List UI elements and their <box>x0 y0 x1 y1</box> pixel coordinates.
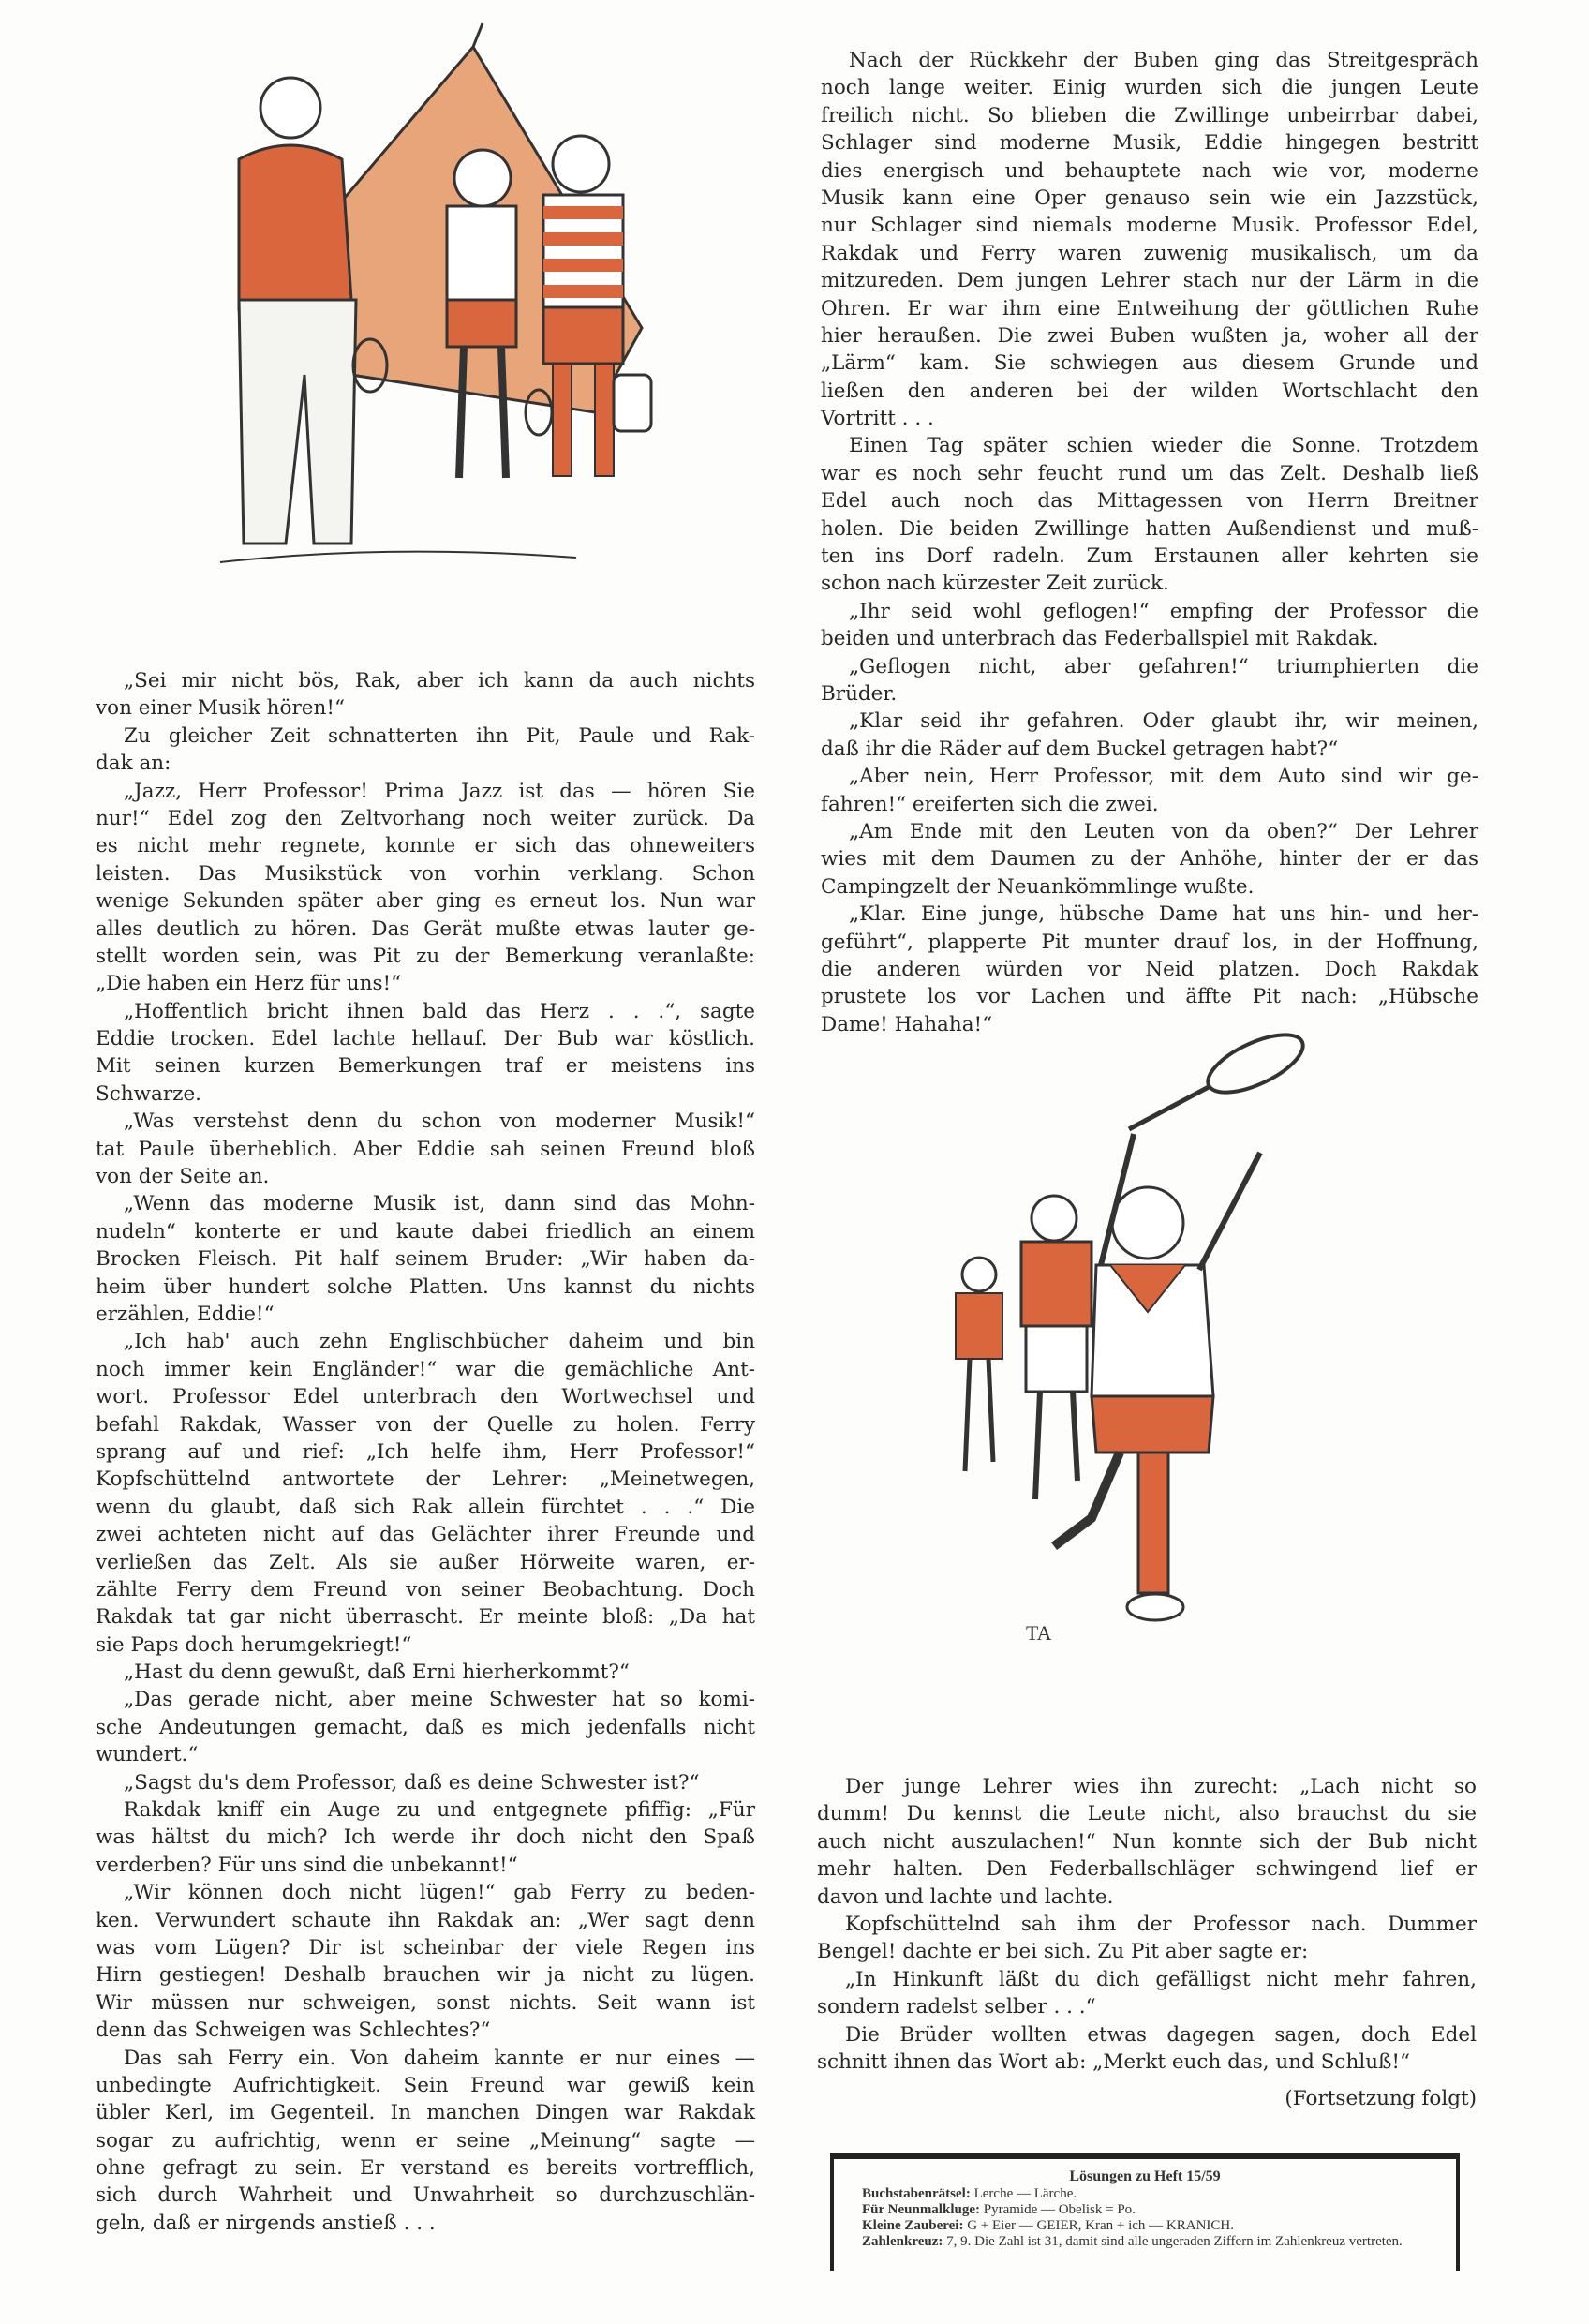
text-line: die anderen würden vor Neid platzen. Doch Rakdak <box>821 957 1478 981</box>
text-line: „Wenn das moderne Musik ist, dann sind das Mohn- <box>124 1192 755 1216</box>
text-line: ten ins Dorf radeln. Zum Erstaunen aller kehrten sie <box>821 544 1478 569</box>
text-line: „Klar seid ihr gefahren. Oder glaubt ihr, wir meinen, <box>849 709 1478 734</box>
continuation-note: (Fortsetzung folgt) <box>1285 2087 1477 2110</box>
text-line: wenige Sekunden später aber ging es erneut los. Nun war <box>96 889 755 914</box>
paragraph <box>817 1966 1477 2021</box>
paragraph <box>96 1328 755 1659</box>
right-text-column-top <box>821 47 1478 1038</box>
text-line: noch lange weiter. Einig wurden sich die jungen Leute <box>821 76 1478 100</box>
text-line: sondern radelst selber . . .“ <box>817 1995 1096 2019</box>
text-line: Kopfschüttelnd sah ihm der Professor nach. Dummer <box>845 1912 1477 1936</box>
paragraph <box>96 667 755 723</box>
text-line: Schwarze. <box>96 1081 202 1106</box>
text-line: Einen Tag später schien wieder die Sonne. Trotzdem <box>849 434 1478 458</box>
text-line: Schlager sind moderne Musik, Eddie hingegen bestritt <box>821 131 1478 156</box>
text-line: mitzureden. Dem jungen Lehrer stach nur der Lärm in die <box>821 269 1478 293</box>
paragraph <box>96 998 755 1109</box>
text-line: Brocken Fleisch. Pit half seinem Bruder: „Wir haben da- <box>96 1247 755 1272</box>
solution-text: Pyramide — Obelisk = Po. <box>983 2202 1136 2217</box>
text-line: Musik kann eine Oper genauso sein wie ein Jazzstück, <box>821 186 1478 210</box>
text-line: Campingzelt der Neuankömmlinge wußte. <box>821 874 1255 899</box>
text-line: erzählen, Eddie!“ <box>96 1302 275 1326</box>
artist-signature: TA <box>1026 1621 1052 1645</box>
text-line: sogar zu aufrichtig, wenn er seine „Meinung“ sagte — <box>96 2128 755 2153</box>
text-line: schon nach kürzester Zeit zurück. <box>821 572 1169 596</box>
text-line: ken. Verwundert schaute ihn Rakdak an: „Wer sagt denn <box>96 1908 755 1932</box>
text-line: noch immer kein Engländer!“ war die gemächliche Ant- <box>96 1357 755 1381</box>
paragraph <box>817 1773 1477 1911</box>
text-line: verließen das Zelt. Als sie außer Hörweite waren, er- <box>96 1550 755 1574</box>
text-line: unbedingte Aufrichtigkeit. Sein Freund war gewiß kein <box>96 2073 755 2097</box>
text-line: „Sei mir nicht bös, Rak, aber ich kann da auch nichts <box>124 669 755 693</box>
text-line: dumm! Du kennst die Leute nicht, also brauchst du sie <box>817 1802 1477 1826</box>
text-line: Bengel! dachte er bei sich. Zu Pit aber sagte er: <box>817 1940 1309 1964</box>
text-line: war es noch sehr feucht rund um das Zelt. Deshalb ließ <box>821 461 1478 485</box>
text-line: befahl Rakdak, Wasser von der Quelle zu holen. Ferry <box>96 1412 755 1437</box>
boy-figure-striped <box>543 136 651 476</box>
text-line: „Am Ende mit den Leuten von da oben?“ Der Lehrer <box>849 819 1478 843</box>
solution-item <box>862 2218 1428 2234</box>
text-line: „Geflogen nicht, aber gefahren!“ triumphierten die <box>849 654 1478 678</box>
text-line: mehr halten. Den Federballschläger schwingend lief er <box>817 1857 1477 1882</box>
solution-text: G + Eier — GEIER, Kran + ich — KRANICH. <box>967 2218 1235 2233</box>
text-line: Rakdak tat gar nicht überrascht. Er meinte bloß: „Da hat <box>96 1605 755 1630</box>
paragraph <box>817 1911 1477 1966</box>
text-line: geln, daß er nirgends anstieß . . . <box>96 2211 436 2235</box>
text-line: „Hoffentlich bricht ihnen bald das Herz . . .“, sagte <box>124 999 755 1023</box>
text-line: Rakdak kniff ein Auge zu und entgegnete pfiffig: „Für <box>124 1798 755 1823</box>
text-line: Der junge Lehrer wies ihn zurecht: „Lach nicht so <box>845 1775 1477 1798</box>
paragraph <box>96 1190 755 1328</box>
solution-label: Zahlenkreuz: <box>862 2234 943 2249</box>
left-text-column <box>96 667 755 2237</box>
text-line: Ohren. Er war ihm eine Entweihung der göttlichen Ruhe <box>821 296 1478 320</box>
text-line: übler Kerl, im Gegenteil. In manchen Dingen war Rakdak <box>96 2101 755 2125</box>
paragraph <box>821 432 1478 597</box>
solution-item <box>862 2186 1428 2202</box>
background-boy-figure <box>956 1258 1002 1471</box>
paragraph <box>96 1659 755 1686</box>
text-line: nudeln“ konterte er und kaute dabei friedlich an einem <box>96 1219 755 1244</box>
solution-item <box>862 2234 1428 2250</box>
text-line: was vom Lügen? Dir ist scheinbar der viele Regen ins <box>96 1935 755 1959</box>
text-line: daß ihr die Räder auf dem Buckel getragen habt?“ <box>821 737 1339 761</box>
text-line: prustete los vor Lachen und äffte Pit nach: „Hübsche <box>821 985 1478 1009</box>
text-line: stellt worden sein, was Pit zu der Bemerkung veranlaßte: <box>96 944 755 968</box>
text-line: ließen den anderen bei der wilden Wortschlacht den <box>821 379 1478 403</box>
text-line: davon und lachte und lachte. <box>817 1885 1114 1909</box>
text-line: ohne gefragt zu sein. Er verstand es bereits vortrefflich, <box>96 2156 755 2181</box>
text-line: „Ihr seid wohl geflogen!“ empfing der Professor die <box>849 599 1478 623</box>
text-line: tat Paule überheblich. Aber Eddie sah seinen Freund bloß <box>96 1137 755 1161</box>
solutions-title: Lösungen zu Heft 15/59 <box>1069 2168 1221 2184</box>
solution-label: Kleine Zauberei: <box>862 2218 964 2233</box>
racket-icon <box>1129 1031 1311 1129</box>
paragraph <box>96 1879 755 2044</box>
text-line: holen. Die beiden Zwillinge hatten Außendienst und muß- <box>821 516 1478 541</box>
paragraph <box>821 653 1478 708</box>
paragraph <box>821 901 1478 1038</box>
text-line: wort. Professor Edel unterbrach den Wortwechsel und <box>96 1385 755 1409</box>
text-line: wies mit dem Daumen zu der Anhöhe, hinter der er das <box>821 847 1478 872</box>
text-line: denn das Schweigen was Schlechtes?“ <box>96 2019 491 2043</box>
text-line: Mit seinen kurzen Bemerkungen traf er meistens ins <box>96 1054 755 1079</box>
text-line: es nicht mehr regnete, konnte er sich das ohneweiters <box>96 834 755 858</box>
badminton-illustration <box>913 1031 1335 1677</box>
text-line: Edel auch noch das Mittagessen von Herrn Breitner <box>821 489 1478 514</box>
text-line: alles deutlich zu hören. Das Gerät mußte etwas lauter ge- <box>96 916 755 941</box>
text-line: freilich nicht. So blieben die Zwillinge unbeirrbar dabei, <box>821 103 1478 127</box>
text-line: Eddie trocken. Edel lachte hellauf. Der Bub war köstlich. <box>96 1027 755 1051</box>
text-line: fahren!“ ereiferten sich die zwei. <box>821 792 1159 816</box>
text-line: geführt“, plapperte Pit munter drauf los, in der Hoffnung, <box>821 930 1478 954</box>
text-line: was hältst du mich? Ich werde ihr doch nicht den Spaß <box>96 1825 755 1850</box>
text-line: Hirn gestiegen! Deshalb brauchen wir ja nicht zu lügen. <box>96 1963 755 1988</box>
text-line: „Ich hab' auch zehn Englischbücher daheim und bin <box>124 1330 755 1354</box>
text-line: von der Seite an. <box>96 1165 270 1189</box>
text-line: „Hast du denn gewußt, daß Erni hierherkommt?“ <box>124 1661 630 1685</box>
paragraph <box>821 708 1478 763</box>
paragraph <box>821 47 1478 432</box>
middle-boy-figure <box>1021 1196 1092 1499</box>
solution-label: Für Neunmalkluge: <box>862 2202 980 2217</box>
text-line: sche Andeutungen gemacht, daß es mich jedenfalls nicht <box>96 1715 755 1739</box>
paragraph <box>96 1686 755 1768</box>
text-line: dak an: <box>96 752 171 776</box>
text-line: Wir müssen nur schweigen, sonst nichts. Seit wann ist <box>96 1990 755 2015</box>
text-line: wundert.“ <box>96 1743 199 1767</box>
text-line: nur Schlager sind niemals moderne Musik. Professor Edel, <box>821 214 1478 238</box>
text-line: Die Brüder wollten etwas dagegen sagen, doch Edel <box>845 2022 1477 2047</box>
tent-scene-illustration <box>201 19 717 590</box>
text-line: Dame! Hahaha!“ <box>821 1012 993 1036</box>
text-line: Nach der Rückkehr der Buben ging das Streitgespräch <box>849 49 1478 72</box>
text-line: „Sagst du's dem Professor, daß es deine Schwester ist?“ <box>124 1770 700 1795</box>
text-line: hier heraußen. Die zwei Buben wußten ja, woher all der <box>821 323 1478 348</box>
solution-label: Buchstabenrätsel: <box>862 2186 971 2201</box>
text-line: auch nicht auszulachen!“ Nun konnte sich der Bub nicht <box>817 1829 1477 1854</box>
text-line: „Lärm“ kam. Sie schwiegen aus diesem Grunde und <box>821 351 1478 376</box>
text-line: verderben? Für uns sind die unbekannt!“ <box>96 1853 518 1877</box>
text-line: sich durch Wahrheit und Unwahrheit so durchzuschlän- <box>96 2183 755 2208</box>
paragraph <box>821 763 1478 818</box>
paragraph <box>96 1769 755 1796</box>
right-text-column-bottom <box>817 1773 1477 2076</box>
text-line: „Die haben ein Herz für uns!“ <box>96 972 402 996</box>
paragraph <box>96 778 755 998</box>
text-line: „Wir können doch nicht lügen!“ gab Ferry zu beden- <box>124 1881 755 1905</box>
solutions-box <box>830 2153 1460 2271</box>
text-line: Das sah Ferry ein. Von daheim kannte er nur eines — <box>124 2046 755 2070</box>
text-line: „Was verstehst denn du schon von moderner Musik!“ <box>124 1110 755 1134</box>
paragraph <box>821 818 1478 901</box>
paragraph <box>96 1796 755 1879</box>
text-line: Vortritt . . . <box>821 407 934 431</box>
paragraph <box>96 1108 755 1190</box>
paragraph <box>96 2045 755 2238</box>
text-line: beiden und unterbrach das Federballspiel mit Rakdak. <box>821 627 1379 651</box>
paragraph <box>96 723 755 778</box>
text-line: sie Paps doch herumgekriegt!“ <box>96 1632 412 1657</box>
text-line: „Klar. Eine junge, hübsche Dame hat uns hin- und her- <box>849 902 1478 927</box>
text-line: Brüder. <box>821 681 898 706</box>
text-line: Rakdak und Ferry waren zuwenig musikalisch, um da <box>821 241 1478 265</box>
text-line: sprang auf und rief: „Ich helfe ihm, Herr Professor!“ <box>96 1439 755 1464</box>
text-line: „Aber nein, Herr Professor, mit dem Auto sind wir ge- <box>849 765 1478 789</box>
paragraph <box>821 598 1478 653</box>
text-line: heim über hundert solche Platten. Uns kannst du nichts <box>96 1274 755 1299</box>
text-line: „Jazz, Herr Professor! Prima Jazz ist das — hören Sie <box>124 779 755 803</box>
text-line: leisten. Das Musikstück von vorhin verklang. Schon <box>96 861 755 886</box>
text-line: „In Hinkunft läßt du dich gefälligst nicht mehr fahren, <box>845 1967 1477 1991</box>
solution-text: Lerche — Lärche. <box>973 2186 1077 2201</box>
text-line: wenn du glaubt, daß sich Rak allein fürchtet . . .“ Die <box>96 1495 755 1519</box>
text-line: schnitt ihnen das Wort ab: „Merkt euch das, und Schluß!“ <box>817 2049 1411 2074</box>
text-line: zwei achteten nicht auf das Gelächter ihrer Freunde und <box>96 1523 755 1547</box>
solution-text: 7, 9. Die Zahl ist 31, damit sind alle ungeraden Ziffern im Zahlenkreuz vertreten. <box>946 2234 1403 2249</box>
text-line: „Das gerade nicht, aber meine Schwester hat so komi- <box>124 1688 755 1712</box>
text-line: nur!“ Edel zog den Zeltvorhang noch weiter zurück. Da <box>96 806 755 830</box>
text-line: zählte Ferry dem Freund von seiner Beobachtung. Doch <box>96 1577 755 1601</box>
text-line: dies energisch und behauptete nach wie vor, moderne <box>821 158 1478 183</box>
paragraph <box>817 2021 1477 2077</box>
text-line: Kopfschüttelnd antwortete der Lehrer: „Meinetwegen, <box>96 1467 755 1492</box>
solution-item <box>862 2202 1428 2218</box>
text-line: Zu gleicher Zeit schnatterten ihn Pit, Paule und Rak- <box>124 723 755 748</box>
text-line: von einer Musik hören!“ <box>96 696 345 721</box>
